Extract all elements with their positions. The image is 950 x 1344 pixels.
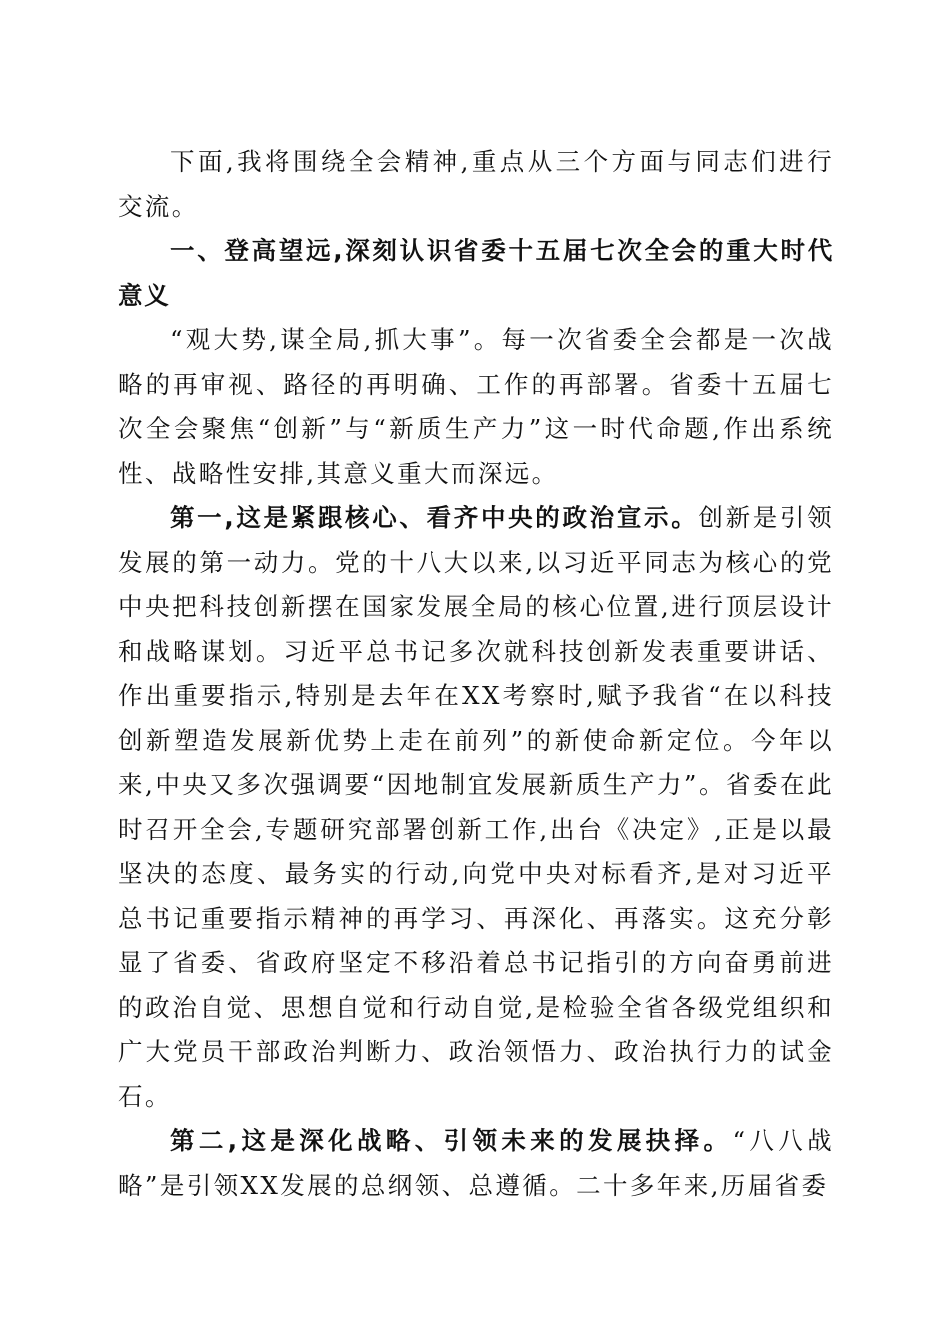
point-one-lead: 第一,这是紧跟核心、看齐中央的政治宣示。	[170, 503, 699, 532]
point-two-paragraph	[118, 1119, 834, 1208]
point-two-lead: 第二,这是深化战略、引领未来的发展抉择。	[170, 1126, 733, 1155]
document-body	[118, 140, 834, 1208]
intro-paragraph: 下面,我将围绕全会精神,重点从三个方面与同志们进行交流。	[118, 147, 834, 221]
point-one-paragraph	[118, 496, 834, 1119]
point-one-body: 创新是引领发展的第一动力。党的十八大以来,以习近平同志为核心的党中央把科技创新摆在国家发展全局的核心位置,进行顶层设计和战略谋划。习近平总书记多次就科技创新发表重要讲话、作出重要指示,特别是去年在XX考察时,赋予我省“在以科技创新塑造发展新优势上走在前列”的新使命新定位。今年以来,中央又多次强调要“因地制宜发展新质生产力”。省委在此时召开全会,专题研究部署创新工作,出台《决定》,正是以最坚决的态度、最务实的行动,向党中央对标看齐,是对习近平总书记重要指示精神的再学习、再深化、再落实。这充分彰显了省委、省政府坚定不移沿着总书记指引的方向奋勇前进的政治自觉、思想自觉和行动自觉,是检验全省各级党组织和广大党员干部政治判断力、政治领悟力、政治执行力的试金石。	[118, 503, 835, 1111]
section-heading: 一、登高望远,深刻认识省委十五届七次全会的重大时代意义	[118, 236, 834, 310]
point-two-body: “八八战略”是引领XX发展的总纲领、总遵循。二十多年来,历届省委	[118, 1126, 835, 1200]
overview-paragraph: “观大势,谋全局,抓大事”。每一次省委全会都是一次战略的再审视、路径的再明确、工作的再部署。省委十五届七次全会聚焦“创新”与“新质生产力”这一时代命题,作出系统性、战略性安排,其意义重大而深远。	[118, 325, 834, 488]
